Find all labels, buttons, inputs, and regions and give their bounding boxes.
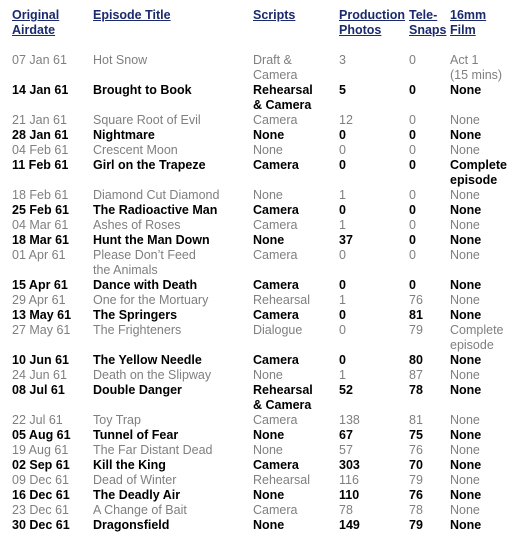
film-cell: None (450, 278, 482, 292)
film-cell: None (450, 383, 482, 397)
scripts-cell: Camera (253, 353, 299, 367)
table-row (12, 293, 516, 308)
airdate-cell: 13 May 61 (12, 308, 72, 322)
airdate-cell: 02 Sep 61 (12, 458, 70, 472)
scripts-cell: None (253, 428, 285, 442)
snaps-cell: 70 (409, 458, 423, 472)
film-cell: None (450, 488, 482, 502)
snaps-cell: 0 (409, 248, 416, 262)
airdate-cell: 25 Feb 61 (12, 203, 69, 217)
title-cell: The Radioactive Man (93, 203, 218, 217)
photos-cell: 1 (339, 368, 346, 382)
airdate-cell: 05 Aug 61 (12, 428, 71, 442)
table-row (12, 353, 516, 368)
snaps-cell: 0 (409, 233, 416, 247)
scripts-cell: None (253, 233, 285, 247)
photos-cell: 12 (339, 113, 353, 127)
film-cell: None (450, 293, 480, 307)
table-row (12, 443, 516, 458)
airdate-cell: 14 Jan 61 (12, 83, 69, 97)
scripts-cell: None (253, 488, 285, 502)
photos-cell: 1 (339, 218, 346, 232)
title-cell: Hunt the Man Down (93, 233, 210, 247)
photos-cell: 67 (339, 428, 353, 442)
airdate-cell: 19 Aug 61 (12, 443, 69, 457)
scripts-cell: Dialogue (253, 323, 303, 337)
scripts-cell: Camera (253, 458, 299, 472)
airdate-cell: 18 Feb 61 (12, 188, 69, 202)
film-cell: None (450, 83, 482, 97)
film-cell: None (450, 188, 480, 202)
table-row (12, 383, 516, 413)
table-row (12, 428, 516, 443)
title-cell: A Change of Bait (93, 503, 187, 517)
film-cell: None (450, 413, 480, 427)
airdate-cell: 15 Apr 61 (12, 278, 68, 292)
airdate-cell: 16 Dec 61 (12, 488, 70, 502)
scripts-cell: None (253, 188, 283, 202)
airdate-cell: 23 Dec 61 (12, 503, 69, 517)
scripts-cell: Camera (253, 248, 298, 262)
film-cell: None (450, 233, 482, 247)
table-row (12, 473, 516, 488)
photos-cell: 78 (339, 503, 353, 517)
table-row (12, 188, 516, 203)
scripts-cell: Rehearsal & Camera (253, 383, 313, 412)
table-row (12, 323, 516, 353)
title-cell: Death on the Slipway (93, 368, 212, 382)
photos-cell: 57 (339, 443, 353, 457)
table-row (12, 368, 516, 383)
title-cell: Tunnel of Fear (93, 428, 179, 442)
photos-cell: 52 (339, 383, 353, 397)
table-row (12, 158, 516, 188)
title-cell: Kill the King (93, 458, 166, 472)
scripts-cell: Rehearsal (253, 473, 310, 487)
title-cell: The Yellow Needle (93, 353, 202, 367)
table-row (12, 233, 516, 248)
photos-cell: 303 (339, 458, 360, 472)
title-cell: Double Danger (93, 383, 182, 397)
photos-cell: 0 (339, 278, 346, 292)
photos-cell: 3 (339, 53, 346, 67)
scripts-cell: Camera (253, 413, 298, 427)
photos-cell: 0 (339, 203, 346, 217)
table-header (12, 0, 516, 53)
airdate-cell: 09 Dec 61 (12, 473, 69, 487)
table-row (12, 218, 516, 233)
film-cell: None (450, 143, 480, 157)
film-cell: Act 1 (15 mins) (450, 53, 503, 82)
snaps-cell: 0 (409, 158, 416, 172)
airdate-cell: 08 Jul 61 (12, 383, 65, 397)
scripts-cell: Rehearsal (253, 293, 310, 307)
title-cell: Diamond Cut Diamond (93, 188, 220, 202)
table-row (12, 308, 516, 323)
snaps-cell: 0 (409, 188, 416, 202)
table-row (12, 503, 516, 518)
scripts-cell: Camera (253, 308, 299, 322)
episode-table (12, 0, 516, 533)
scripts-cell: Rehearsal & Camera (253, 83, 313, 112)
snaps-cell: 0 (409, 113, 416, 127)
airdate-cell: 10 Jun 61 (12, 353, 69, 367)
scripts-cell: Camera (253, 278, 299, 292)
scripts-cell: None (253, 368, 283, 382)
airdate-cell: 21 Jan 61 (12, 113, 67, 127)
scripts-cell: Camera (253, 218, 298, 232)
film-cell: None (450, 203, 482, 217)
table-row (12, 458, 516, 473)
scripts-cell: Camera (253, 158, 299, 172)
snaps-cell: 87 (409, 368, 423, 382)
snaps-cell: 0 (409, 218, 416, 232)
snaps-cell: 78 (409, 383, 423, 397)
table-row (12, 518, 516, 533)
photos-cell: 138 (339, 413, 360, 427)
table-row (12, 278, 516, 293)
title-cell: Girl on the Trapeze (93, 158, 206, 172)
snaps-cell: 81 (409, 413, 423, 427)
title-cell: Nightmare (93, 128, 155, 142)
snaps-cell: 0 (409, 83, 416, 97)
snaps-cell: 78 (409, 503, 423, 517)
snaps-cell: 75 (409, 428, 423, 442)
airdate-cell: 28 Jan 61 (12, 128, 69, 142)
table-row (12, 143, 516, 158)
snaps-cell: 76 (409, 443, 423, 457)
airdate-cell: 01 Apr 61 (12, 248, 66, 262)
table-row (12, 248, 516, 278)
scripts-cell: Draft & Camera (253, 53, 298, 82)
film-cell: None (450, 428, 482, 442)
table-row (12, 83, 516, 113)
header-title: Episode Title (93, 8, 171, 22)
title-cell: Crescent Moon (93, 143, 178, 157)
title-cell: Dance with Death (93, 278, 198, 292)
film-cell: Complete episode (450, 158, 507, 187)
title-cell: One for the Mortuary (93, 293, 209, 307)
scripts-cell: Camera (253, 113, 298, 127)
film-cell: None (450, 353, 482, 367)
photos-cell: 1 (339, 188, 346, 202)
film-cell: None (450, 518, 482, 532)
header-scripts: Scripts (253, 8, 296, 22)
film-cell: None (450, 458, 482, 472)
airdate-cell: 29 Apr 61 (12, 293, 66, 307)
airdate-cell: 22 Jul 61 (12, 413, 63, 427)
photos-cell: 5 (339, 83, 346, 97)
snaps-cell: 0 (409, 128, 416, 142)
film-cell: Complete episode (450, 323, 504, 352)
film-cell: None (450, 443, 480, 457)
header-row (12, 0, 516, 53)
header-film: 16mm Film (450, 8, 487, 37)
snaps-cell: 0 (409, 278, 416, 292)
airdate-cell: 04 Feb 61 (12, 143, 69, 157)
photos-cell: 110 (339, 488, 360, 502)
snaps-cell: 76 (409, 293, 423, 307)
film-cell: None (450, 473, 480, 487)
airdate-cell: 24 Jun 61 (12, 368, 67, 382)
snaps-cell: 81 (409, 308, 423, 322)
snaps-cell: 0 (409, 203, 416, 217)
snaps-cell: 0 (409, 53, 416, 67)
scripts-cell: None (253, 128, 285, 142)
film-cell: None (450, 368, 480, 382)
table-body (12, 53, 516, 533)
airdate-cell: 27 May 61 (12, 323, 71, 337)
film-cell: None (450, 248, 480, 262)
scripts-cell: None (253, 518, 285, 532)
snaps-cell: 79 (409, 323, 423, 337)
airdate-cell: 07 Jan 61 (12, 53, 67, 67)
film-cell: None (450, 218, 480, 232)
header-photos: Production Photos (339, 8, 405, 37)
scripts-cell: Camera (253, 503, 298, 517)
photos-cell: 0 (339, 128, 346, 142)
scripts-cell: None (253, 143, 283, 157)
header-airdate: Original Airdate (12, 8, 60, 37)
photos-cell: 0 (339, 158, 346, 172)
table-row (12, 488, 516, 503)
airdate-cell: 30 Dec 61 (12, 518, 70, 532)
snaps-cell: 0 (409, 143, 416, 157)
title-cell: Dragonsfield (93, 518, 170, 532)
photos-cell: 0 (339, 248, 346, 262)
scripts-cell: Camera (253, 203, 299, 217)
table-row (12, 413, 516, 428)
photos-cell: 37 (339, 233, 353, 247)
film-cell: None (450, 308, 482, 322)
photos-cell: 149 (339, 518, 360, 532)
table-row (12, 53, 516, 83)
header-snaps: Tele- Snaps (409, 8, 447, 37)
photos-cell: 0 (339, 353, 346, 367)
title-cell: Brought to Book (93, 83, 192, 97)
title-cell: Toy Trap (93, 413, 141, 427)
airdate-cell: 18 Mar 61 (12, 233, 69, 247)
film-cell: None (450, 113, 480, 127)
photos-cell: 0 (339, 143, 346, 157)
title-cell: Please Don’t Feed the Animals (93, 248, 196, 277)
title-cell: Ashes of Roses (93, 218, 181, 232)
title-cell: The Far Distant Dead (93, 443, 213, 457)
film-cell: None (450, 503, 480, 517)
snaps-cell: 76 (409, 488, 423, 502)
airdate-cell: 11 Feb 61 (12, 158, 69, 172)
snaps-cell: 80 (409, 353, 423, 367)
photos-cell: 116 (339, 473, 359, 487)
title-cell: The Frighteners (93, 323, 182, 337)
airdate-cell: 04 Mar 61 (12, 218, 69, 232)
snaps-cell: 79 (409, 473, 423, 487)
title-cell: The Deadly Air (93, 488, 181, 502)
photos-cell: 1 (339, 293, 346, 307)
photos-cell: 0 (339, 323, 346, 337)
snaps-cell: 79 (409, 518, 423, 532)
table-row (12, 128, 516, 143)
title-cell: Dead of Winter (93, 473, 177, 487)
table-row (12, 113, 516, 128)
table-row (12, 203, 516, 218)
scripts-cell: None (253, 443, 283, 457)
title-cell: Hot Snow (93, 53, 148, 67)
title-cell: The Springers (93, 308, 178, 322)
photos-cell: 0 (339, 308, 346, 322)
title-cell: Square Root of Evil (93, 113, 201, 127)
film-cell: None (450, 128, 482, 142)
